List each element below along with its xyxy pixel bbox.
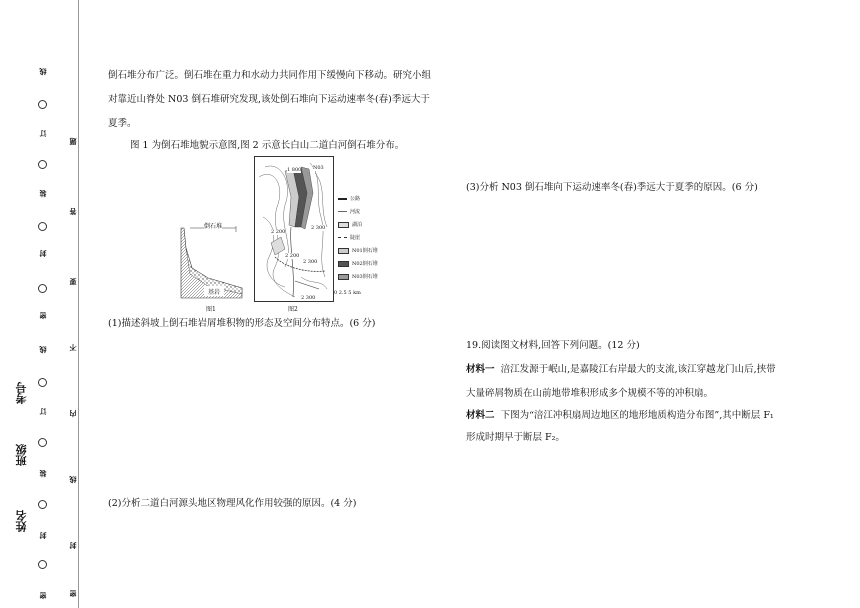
margin-char: 线 [38,68,47,75]
figure-intro: 图 1 为倒石堆地貌示意图,图 2 示意长白山二道白河倒石堆分布。 [130,140,405,151]
material-1-text: 涪江发源于岷山,是嘉陵江右岸最大的支流,该江穿越龙门山后,挟带 [500,364,776,375]
legend-n02: N02倒石堆 [338,260,378,267]
margin-char: 线 [38,346,47,353]
figure-1 [178,218,246,302]
legend-n03: N03倒石堆 [338,273,378,280]
margin-char: 装 [38,190,47,197]
margin-char: 密 [38,592,47,599]
scale-bar: 0 2.5 5 km [334,290,361,296]
intro-line-1: 倒石堆分布广泛。倒石堆在重力和水动力共同作用下缓慢向下移动。研究小组 [108,70,432,81]
material-1-line-2: 大量碎屑物质在山前地带堆积形成多个规模不等的冲积扇。 [466,388,714,399]
question-1: (1)描述斜坡上倒石堆岩屑堆积物的形态及空间分布特点。(6 分) [108,318,376,329]
margin-char: 答 [68,208,77,215]
north-label: N03 [313,165,324,171]
binding-line [78,0,79,608]
intro-line-2: 对靠近山脊处 N03 倒石堆研究发现,该处倒石堆向下运动速率冬(春)季远大于 [108,94,430,105]
binding-margin [0,0,80,608]
binding-hole [38,222,47,231]
material-2-line-1 [466,410,774,422]
contour-label: 2 200 [271,229,286,235]
margin-char: 密 [38,312,47,319]
material-2-text: 下图为“涪江冲积扇周边地区的地形地质构造分布图”,其中断层 F₁ [500,410,774,421]
legend-river: 河流 [338,208,360,215]
question-2: (2)分析二道白河源头地区物理风化作用较强的原因。(4 分) [108,498,357,509]
material-1-label: 材料一 [466,364,495,375]
legend-lake: 湖泊 [338,221,362,228]
intro-line-3: 夏季。 [108,118,137,129]
exam-number-label: 考号 [15,382,28,404]
margin-char: 内 [68,410,77,417]
material-2-line-2: 形成时期早于断层 F₂。 [466,432,565,443]
material-1-line-1 [466,364,776,376]
binding-hole [38,284,47,293]
name-label: 姓名 [15,510,28,532]
legend-cliff: 陡崖 [338,234,360,241]
figure-1-base-label: 基岩 [208,289,221,296]
margin-char: 要 [68,278,77,285]
figure-1-label: 倒石堆 [204,223,223,230]
contour-label: 2 300 [311,225,326,231]
margin-char: 装 [38,470,47,477]
contour-label: 1 800 [287,167,302,173]
margin-char: 题 [68,138,77,145]
figure-1-caption: 图1 [206,306,216,313]
binding-hole [38,100,47,109]
binding-hole [38,560,47,569]
margin-char: 订 [38,408,47,415]
contour-label: 2 300 [303,259,318,265]
legend-road: 公路 [338,195,360,202]
margin-char: 密 [68,590,77,597]
figure-2-map [254,156,334,302]
binding-hole [38,160,47,169]
class-label: 班级 [15,444,28,466]
figure-2-caption: 图2 [288,306,298,313]
margin-char: 订 [38,130,47,137]
material-2-label: 材料二 [466,410,495,421]
question-19: 19.阅读图文材料,回答下列问题。(12 分) [466,340,640,351]
margin-char: 封 [68,542,77,549]
margin-char: 不 [68,344,77,351]
margin-char: 封 [38,250,47,257]
binding-hole [38,500,47,509]
margin-char: 封 [38,532,47,539]
contour-label: 2 300 [301,295,316,301]
contour-label: 2 200 [285,253,300,259]
legend-n01: N01倒石堆 [338,247,378,254]
binding-hole [38,378,47,387]
question-3: (3)分析 N03 倒石堆向下运动速率冬(春)季远大于夏季的原因。(6 分) [466,182,758,193]
margin-char: 线 [68,476,77,483]
binding-hole [38,438,47,447]
